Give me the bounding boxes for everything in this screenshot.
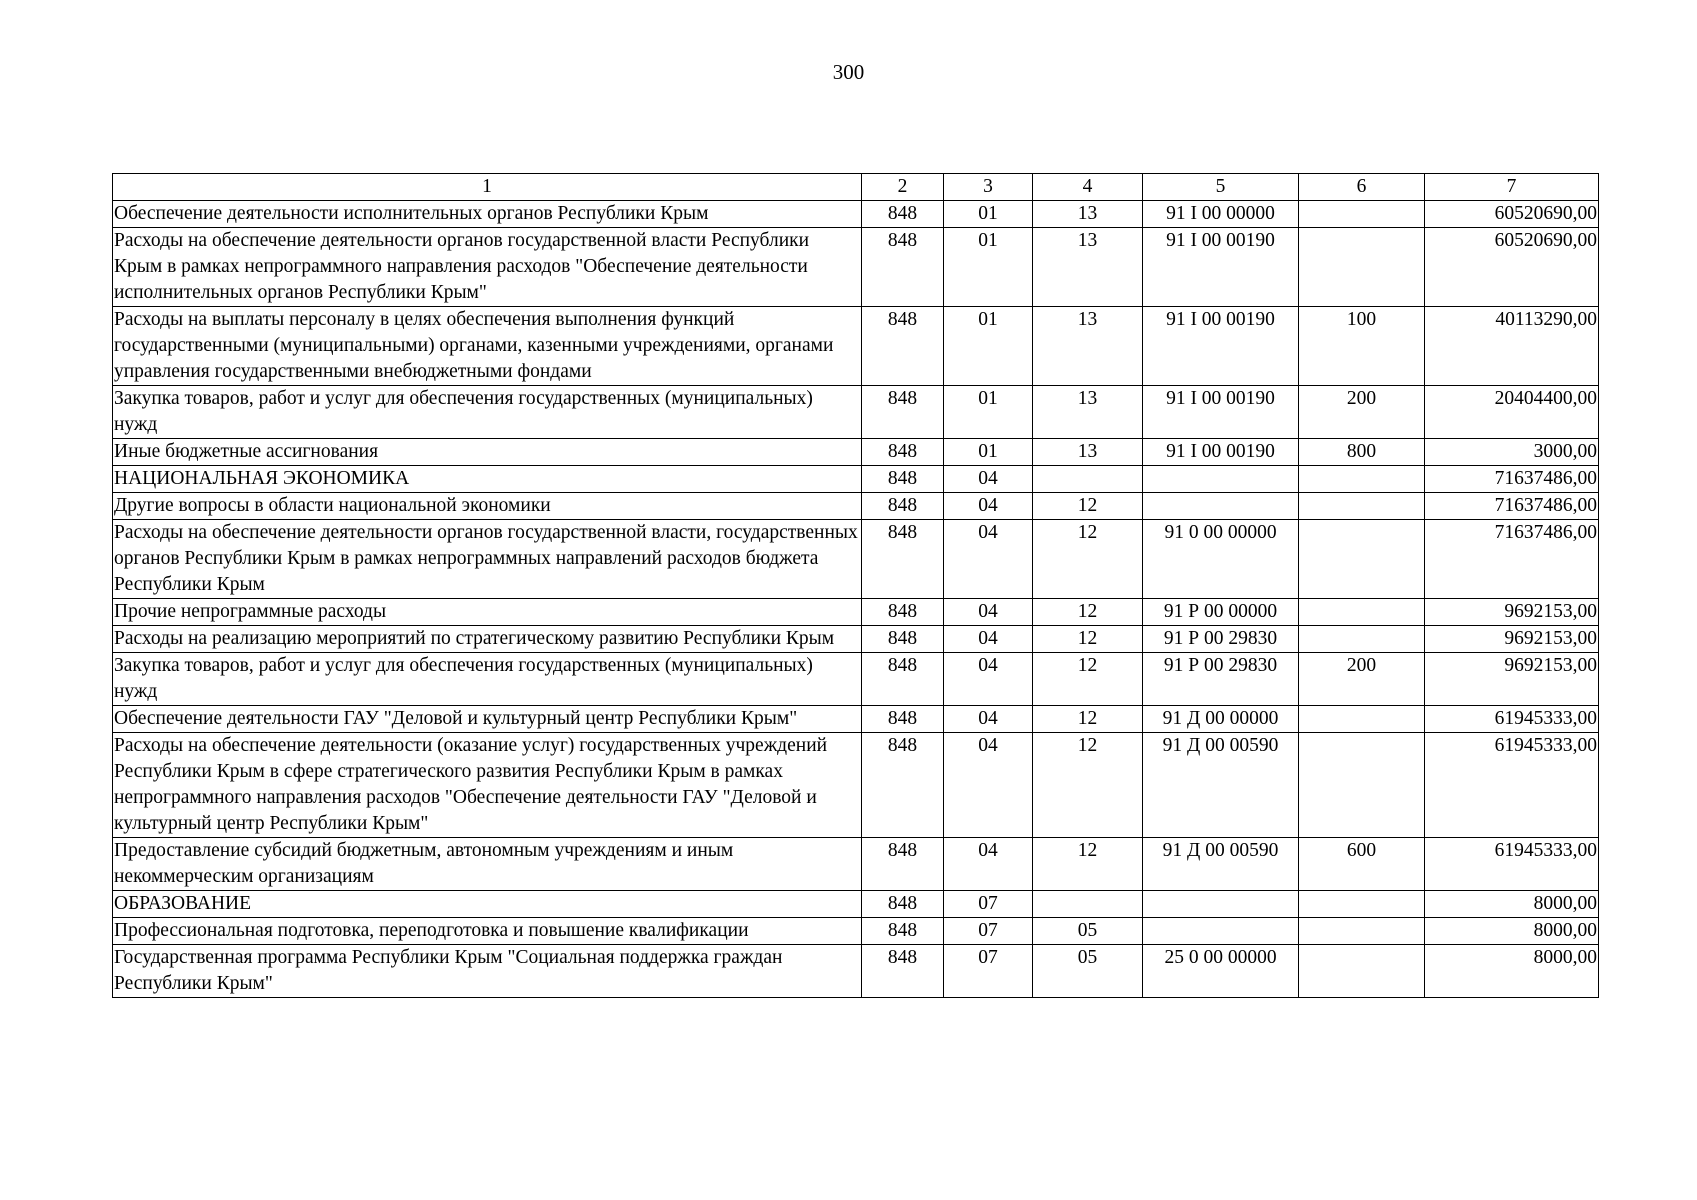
row-code-subsection: 12 [1033,838,1143,891]
table-row [113,201,1599,228]
row-code-target-article: 91 I 00 00190 [1143,386,1299,439]
table-row [113,466,1599,493]
column-header: 1 [113,174,862,201]
row-amount: 40113290,00 [1425,307,1599,386]
row-code-subsection: 13 [1033,307,1143,386]
row-code-subsection [1033,466,1143,493]
row-amount: 8000,00 [1425,945,1599,998]
row-code-section: 01 [944,228,1033,307]
row-amount: 61945333,00 [1425,706,1599,733]
row-code-ministry: 848 [862,228,944,307]
row-code-target-article: 91 I 00 00000 [1143,201,1299,228]
row-amount: 8000,00 [1425,918,1599,945]
row-code-ministry: 848 [862,653,944,706]
row-code-target-article [1143,466,1299,493]
row-amount: 60520690,00 [1425,201,1599,228]
row-description: НАЦИОНАЛЬНАЯ ЭКОНОМИКА [113,466,862,493]
row-code-subsection: 12 [1033,733,1143,838]
row-amount: 61945333,00 [1425,838,1599,891]
row-code-target-article: 91 I 00 00190 [1143,439,1299,466]
row-code-target-article: 91 0 00 00000 [1143,520,1299,599]
row-description: Иные бюджетные ассигнования [113,439,862,466]
row-code-ministry: 848 [862,493,944,520]
row-code-ministry: 848 [862,733,944,838]
row-description: Государственная программа Республики Крым "Социальная поддержка граждан Республики Крым" [113,945,862,998]
row-code-ministry: 848 [862,891,944,918]
row-description: Обеспечение деятельности ГАУ "Деловой и культурный центр Республики Крым" [113,706,862,733]
row-code-target-article: 91 I 00 00190 [1143,228,1299,307]
row-code-section: 04 [944,520,1033,599]
table-row [113,706,1599,733]
row-amount: 8000,00 [1425,891,1599,918]
row-code-section: 04 [944,706,1033,733]
row-code-target-article [1143,891,1299,918]
row-code-ministry: 848 [862,201,944,228]
row-code-expense-type [1299,706,1425,733]
row-code-target-article: 91 Д 00 00000 [1143,706,1299,733]
row-code-section: 04 [944,466,1033,493]
row-amount: 61945333,00 [1425,733,1599,838]
row-code-subsection: 12 [1033,599,1143,626]
row-description: Расходы на обеспечение деятельности (оказание услуг) государственных учреждений Республики Крым в сфере стратегического развития Республики Крым в рамках непрограммного направления расходов "Обеспечение деятельности ГАУ "Деловой и культурный центр Республики Крым" [113,733,862,838]
row-description: Закупка товаров, работ и услуг для обеспечения государственных (муниципальных) нужд [113,386,862,439]
row-code-subsection: 05 [1033,918,1143,945]
row-code-expense-type [1299,493,1425,520]
row-code-ministry: 848 [862,706,944,733]
column-header: 6 [1299,174,1425,201]
row-amount: 9692153,00 [1425,626,1599,653]
row-code-expense-type: 100 [1299,307,1425,386]
row-code-target-article: 91 Д 00 00590 [1143,733,1299,838]
row-code-section: 01 [944,307,1033,386]
row-code-subsection: 12 [1033,706,1143,733]
row-code-section: 04 [944,599,1033,626]
table-row [113,307,1599,386]
row-code-expense-type [1299,733,1425,838]
row-code-subsection: 12 [1033,520,1143,599]
row-amount: 71637486,00 [1425,466,1599,493]
row-code-section: 07 [944,891,1033,918]
row-description: Расходы на выплаты персоналу в целях обеспечения выполнения функций государственными (муниципальными) органами, казенными учреждениями, органами управления государственными внебюджетными фондами [113,307,862,386]
table-row [113,653,1599,706]
row-code-ministry: 848 [862,599,944,626]
row-description: Другие вопросы в области национальной экономики [113,493,862,520]
table-row [113,599,1599,626]
row-code-section: 01 [944,386,1033,439]
row-description: Обеспечение деятельности исполнительных органов Республики Крым [113,201,862,228]
row-code-section: 01 [944,439,1033,466]
row-code-ministry: 848 [862,439,944,466]
row-code-subsection: 13 [1033,386,1143,439]
column-header: 7 [1425,174,1599,201]
row-code-ministry: 848 [862,466,944,493]
row-code-expense-type [1299,918,1425,945]
row-code-ministry: 848 [862,626,944,653]
row-code-subsection: 13 [1033,201,1143,228]
row-code-target-article [1143,918,1299,945]
row-code-section: 07 [944,945,1033,998]
row-code-expense-type [1299,945,1425,998]
table-row [113,520,1599,599]
table-row [113,493,1599,520]
row-code-target-article: 91 I 00 00190 [1143,307,1299,386]
table-row [113,386,1599,439]
row-code-target-article: 91 Р 00 00000 [1143,599,1299,626]
table-row [113,228,1599,307]
row-code-target-article: 91 Р 00 29830 [1143,653,1299,706]
row-description: Профессиональная подготовка, переподготовка и повышение квалификации [113,918,862,945]
row-code-expense-type: 600 [1299,838,1425,891]
table-row [113,918,1599,945]
table-row [113,838,1599,891]
row-amount: 71637486,00 [1425,493,1599,520]
row-description: ОБРАЗОВАНИЕ [113,891,862,918]
row-code-subsection: 12 [1033,653,1143,706]
column-header: 5 [1143,174,1299,201]
table-header-row [113,174,1599,201]
row-code-section: 04 [944,493,1033,520]
table-row [113,945,1599,998]
table-row [113,626,1599,653]
row-code-subsection: 12 [1033,493,1143,520]
column-header: 3 [944,174,1033,201]
table-row [113,891,1599,918]
row-code-ministry: 848 [862,838,944,891]
row-code-expense-type [1299,626,1425,653]
row-code-ministry: 848 [862,386,944,439]
row-description: Предоставление субсидий бюджетным, автономным учреждениям и иным некоммерческим организациям [113,838,862,891]
row-code-ministry: 848 [862,520,944,599]
row-description: Расходы на реализацию мероприятий по стратегическому развитию Республики Крым [113,626,862,653]
row-code-subsection: 13 [1033,228,1143,307]
row-amount: 20404400,00 [1425,386,1599,439]
row-amount: 9692153,00 [1425,653,1599,706]
row-code-target-article: 91 Р 00 29830 [1143,626,1299,653]
row-code-expense-type: 800 [1299,439,1425,466]
table-row [113,733,1599,838]
row-description: Закупка товаров, работ и услуг для обеспечения государственных (муниципальных) нужд [113,653,862,706]
row-code-expense-type [1299,201,1425,228]
row-code-ministry: 848 [862,918,944,945]
row-amount: 9692153,00 [1425,599,1599,626]
row-code-target-article [1143,493,1299,520]
row-code-ministry: 848 [862,307,944,386]
row-code-target-article: 91 Д 00 00590 [1143,838,1299,891]
row-code-section: 04 [944,653,1033,706]
row-code-section: 04 [944,838,1033,891]
row-code-section: 04 [944,733,1033,838]
row-code-expense-type [1299,599,1425,626]
row-code-expense-type: 200 [1299,386,1425,439]
row-amount: 71637486,00 [1425,520,1599,599]
row-code-subsection [1033,891,1143,918]
row-code-expense-type: 200 [1299,653,1425,706]
column-header: 2 [862,174,944,201]
row-code-ministry: 848 [862,945,944,998]
row-code-subsection: 13 [1033,439,1143,466]
row-code-section: 07 [944,918,1033,945]
row-description: Расходы на обеспечение деятельности органов государственной власти, государственных органов Республики Крым в рамках непрограммных направлений расходов бюджета Республики Крым [113,520,862,599]
page-number: 300 [832,60,865,84]
row-code-expense-type [1299,466,1425,493]
table-row [113,439,1599,466]
row-code-expense-type [1299,228,1425,307]
row-amount: 60520690,00 [1425,228,1599,307]
row-description: Прочие непрограммные расходы [113,599,862,626]
budget-table [112,173,1599,998]
row-code-subsection: 05 [1033,945,1143,998]
row-code-expense-type [1299,520,1425,599]
row-code-subsection: 12 [1033,626,1143,653]
row-code-section: 04 [944,626,1033,653]
row-code-expense-type [1299,891,1425,918]
column-header: 4 [1033,174,1143,201]
row-code-section: 01 [944,201,1033,228]
row-description: Расходы на обеспечение деятельности органов государственной власти Республики Крым в рамках непрограммного направления расходов "Обеспечение деятельности исполнительных органов Республики Крым" [113,228,862,307]
row-amount: 3000,00 [1425,439,1599,466]
row-code-target-article: 25 0 00 00000 [1143,945,1299,998]
